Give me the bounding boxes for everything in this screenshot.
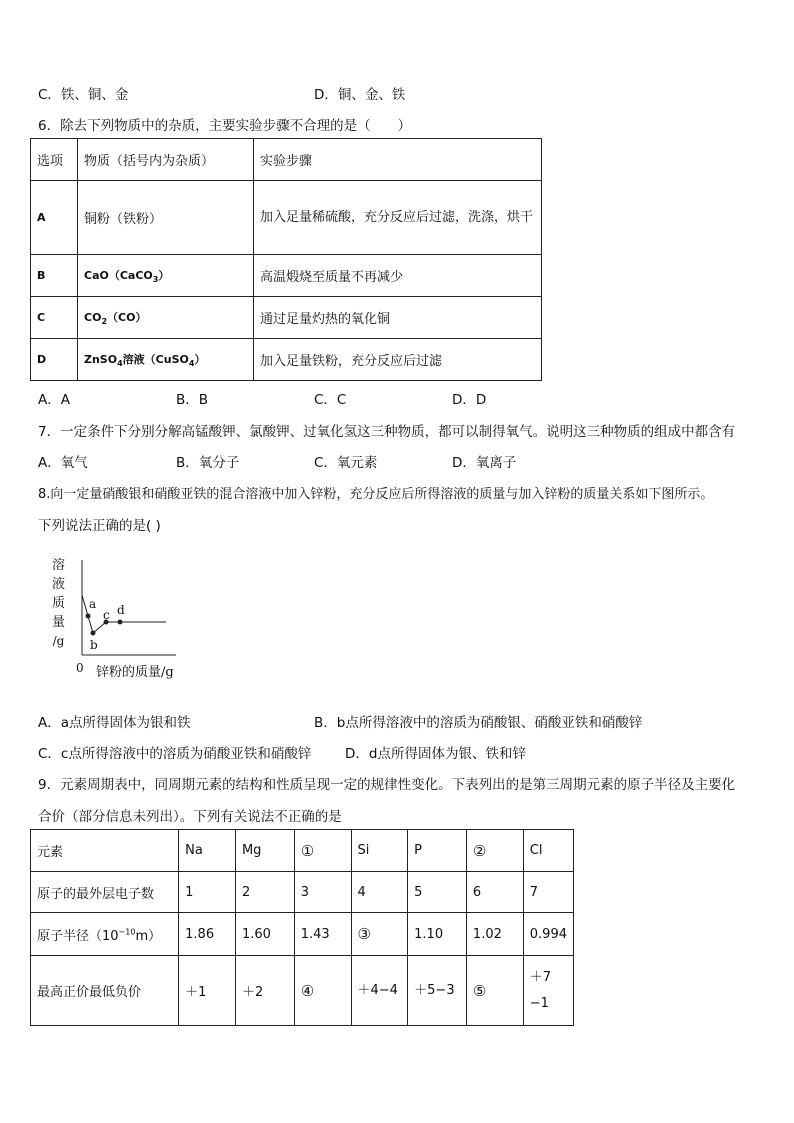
- q8-label-a: a: [89, 597, 97, 611]
- q8-label-d: d: [117, 603, 125, 617]
- q9-cell: ①: [294, 830, 351, 872]
- q6-row-c-substance: $CO_2(CO)$: [78, 297, 254, 339]
- q5-option-c: C．铁、铜、金: [38, 87, 129, 103]
- q9-row1-label: 元素: [31, 830, 179, 872]
- q6-header-step: 实验步骤: [254, 139, 542, 181]
- q8-option-c: C．c点所得溶液中的溶质为硝酸亚铁和硝酸锌: [38, 746, 312, 762]
- q9-cell: ＋5−3: [408, 956, 467, 1026]
- q9-cell: ⑤: [466, 956, 523, 1026]
- q6-table: [30, 138, 542, 381]
- q9-stem-line1: 9．元素周期表中，同周期元素的结构和性质呈现一定的规律性变化。下表列出的是第三周期元素的原子半径及主要化: [38, 777, 736, 793]
- q6-option-d: D．D: [452, 392, 487, 408]
- q8-point-b: [91, 631, 96, 636]
- q9-cell: ④: [294, 956, 351, 1026]
- q9-cell: 3: [294, 872, 351, 913]
- q6-row-c-step: 通过足量灼热的氧化铜: [254, 297, 542, 339]
- q9-cell: 6: [466, 872, 523, 913]
- q6-row-d-substance: ZnSO$_4$溶液（CuSO$_4$）: [78, 339, 254, 381]
- q8-option-a: A．a点所得固体为银和铁: [38, 715, 191, 731]
- q9-stem-line2: 合价（部分信息未列出）。下列有关说法不正确的是: [38, 809, 342, 825]
- q8-graph-xlabel: 锌粉的质量/g: [96, 665, 174, 680]
- q7-option-a: A．氧气: [38, 455, 88, 471]
- q8-graph-origin: 0: [76, 661, 84, 675]
- q9-table: [30, 829, 574, 1026]
- q6-option-b: B．B: [176, 392, 209, 408]
- q8-stem-line1: 8.向一定量硝酸银和硝酸亚铁的混合溶液中加入锌粉，充分反应后所得溶液的质量与加入锌粉的质量关系如下图所示。: [38, 487, 714, 502]
- q8-option-b: B．b点所得溶液中的溶质为硝酸银、硝酸亚铁和硝酸锌: [314, 715, 643, 731]
- q9-cell: Cl: [523, 830, 573, 872]
- q9-row4-label: 最高正价最低负价: [31, 956, 179, 1026]
- q9-cell: ＋1: [179, 956, 236, 1026]
- q9-cell: 2: [235, 872, 294, 913]
- q6-row-d-option: D: [31, 339, 78, 381]
- q9-cell: ＋2: [235, 956, 294, 1026]
- q9-row3-label: 原子半径$(10^{-10}m)$: [31, 913, 179, 956]
- q6-option-a: A．A: [38, 392, 70, 408]
- q9-cell: 5: [408, 872, 467, 913]
- q6-header-option: 选项: [31, 139, 78, 181]
- q6-row-a-substance: 铜粉（铁粉）: [78, 181, 254, 255]
- q9-cell: 1.43: [294, 913, 351, 956]
- q9-cell: 1.60: [235, 913, 294, 956]
- q8-point-d: [118, 620, 123, 625]
- q9-cell: ＋7−1: [523, 956, 573, 1026]
- q5-option-d: D．铜、金、铁: [314, 87, 406, 103]
- q8-stem-line2: 下列说法正确的是( ): [38, 518, 161, 534]
- q8-option-d: D．d点所得固体为银、铁和锌: [345, 746, 526, 762]
- q6-stem: 6．除去下列物质中的杂质，主要实验步骤不合理的是（ ）: [38, 118, 412, 134]
- q8-label-b: b: [90, 638, 98, 652]
- q8-graph-ylabel: 溶 液 质 量 /g: [52, 558, 66, 648]
- q9-cell: 0.994: [523, 913, 573, 956]
- q8-label-c: c: [103, 608, 110, 622]
- q9-cell: 1.02: [466, 913, 523, 956]
- q9-cell: 1.10: [408, 913, 467, 956]
- q6-row-a-option: A: [31, 181, 78, 255]
- q6-row-b-option: B: [31, 255, 78, 297]
- q9-cell: Mg: [235, 830, 294, 872]
- q9-cell: 1.86: [179, 913, 236, 956]
- q9-cell: 1: [179, 872, 236, 913]
- q6-row-c-option: C: [31, 297, 78, 339]
- q9-cell: Na: [179, 830, 236, 872]
- q6-header-substance: 物质（括号内为杂质）: [78, 139, 254, 181]
- q9-cell: ＋4−4: [351, 956, 408, 1026]
- q6-row-b-step: 高温煅烧至质量不再减少: [254, 255, 542, 297]
- q7-option-d: D．氧离子: [452, 455, 517, 471]
- q9-cell: 4: [351, 872, 408, 913]
- q9-row2-label: 原子的最外层电子数: [31, 872, 179, 913]
- q6-option-c: C．C: [314, 392, 347, 408]
- q7-option-b: B．氧分子: [176, 455, 240, 471]
- q6-row-d-step: 加入足量铁粉，充分反应后过滤: [254, 339, 542, 381]
- q9-cell: ③: [351, 913, 408, 956]
- q9-cell: P: [408, 830, 467, 872]
- q9-cell: Si: [351, 830, 408, 872]
- q7-stem: 7．一定条件下分别分解高锰酸钾、氯酸钾、过氧化氢这三种物质，都可以制得氧气。说明这三种物质的组成中都含有: [38, 424, 736, 440]
- q8-point-a: [86, 614, 91, 619]
- q9-cell: ②: [466, 830, 523, 872]
- q7-option-c: C．氧元素: [314, 455, 378, 471]
- q6-row-a-step: 加入足量稀硫酸，充分反应后过滤，洗涤，烘干: [254, 181, 542, 255]
- q6-row-b-substance: CaO（CaCO$_3$）: [78, 255, 254, 297]
- q9-cell: 7: [523, 872, 573, 913]
